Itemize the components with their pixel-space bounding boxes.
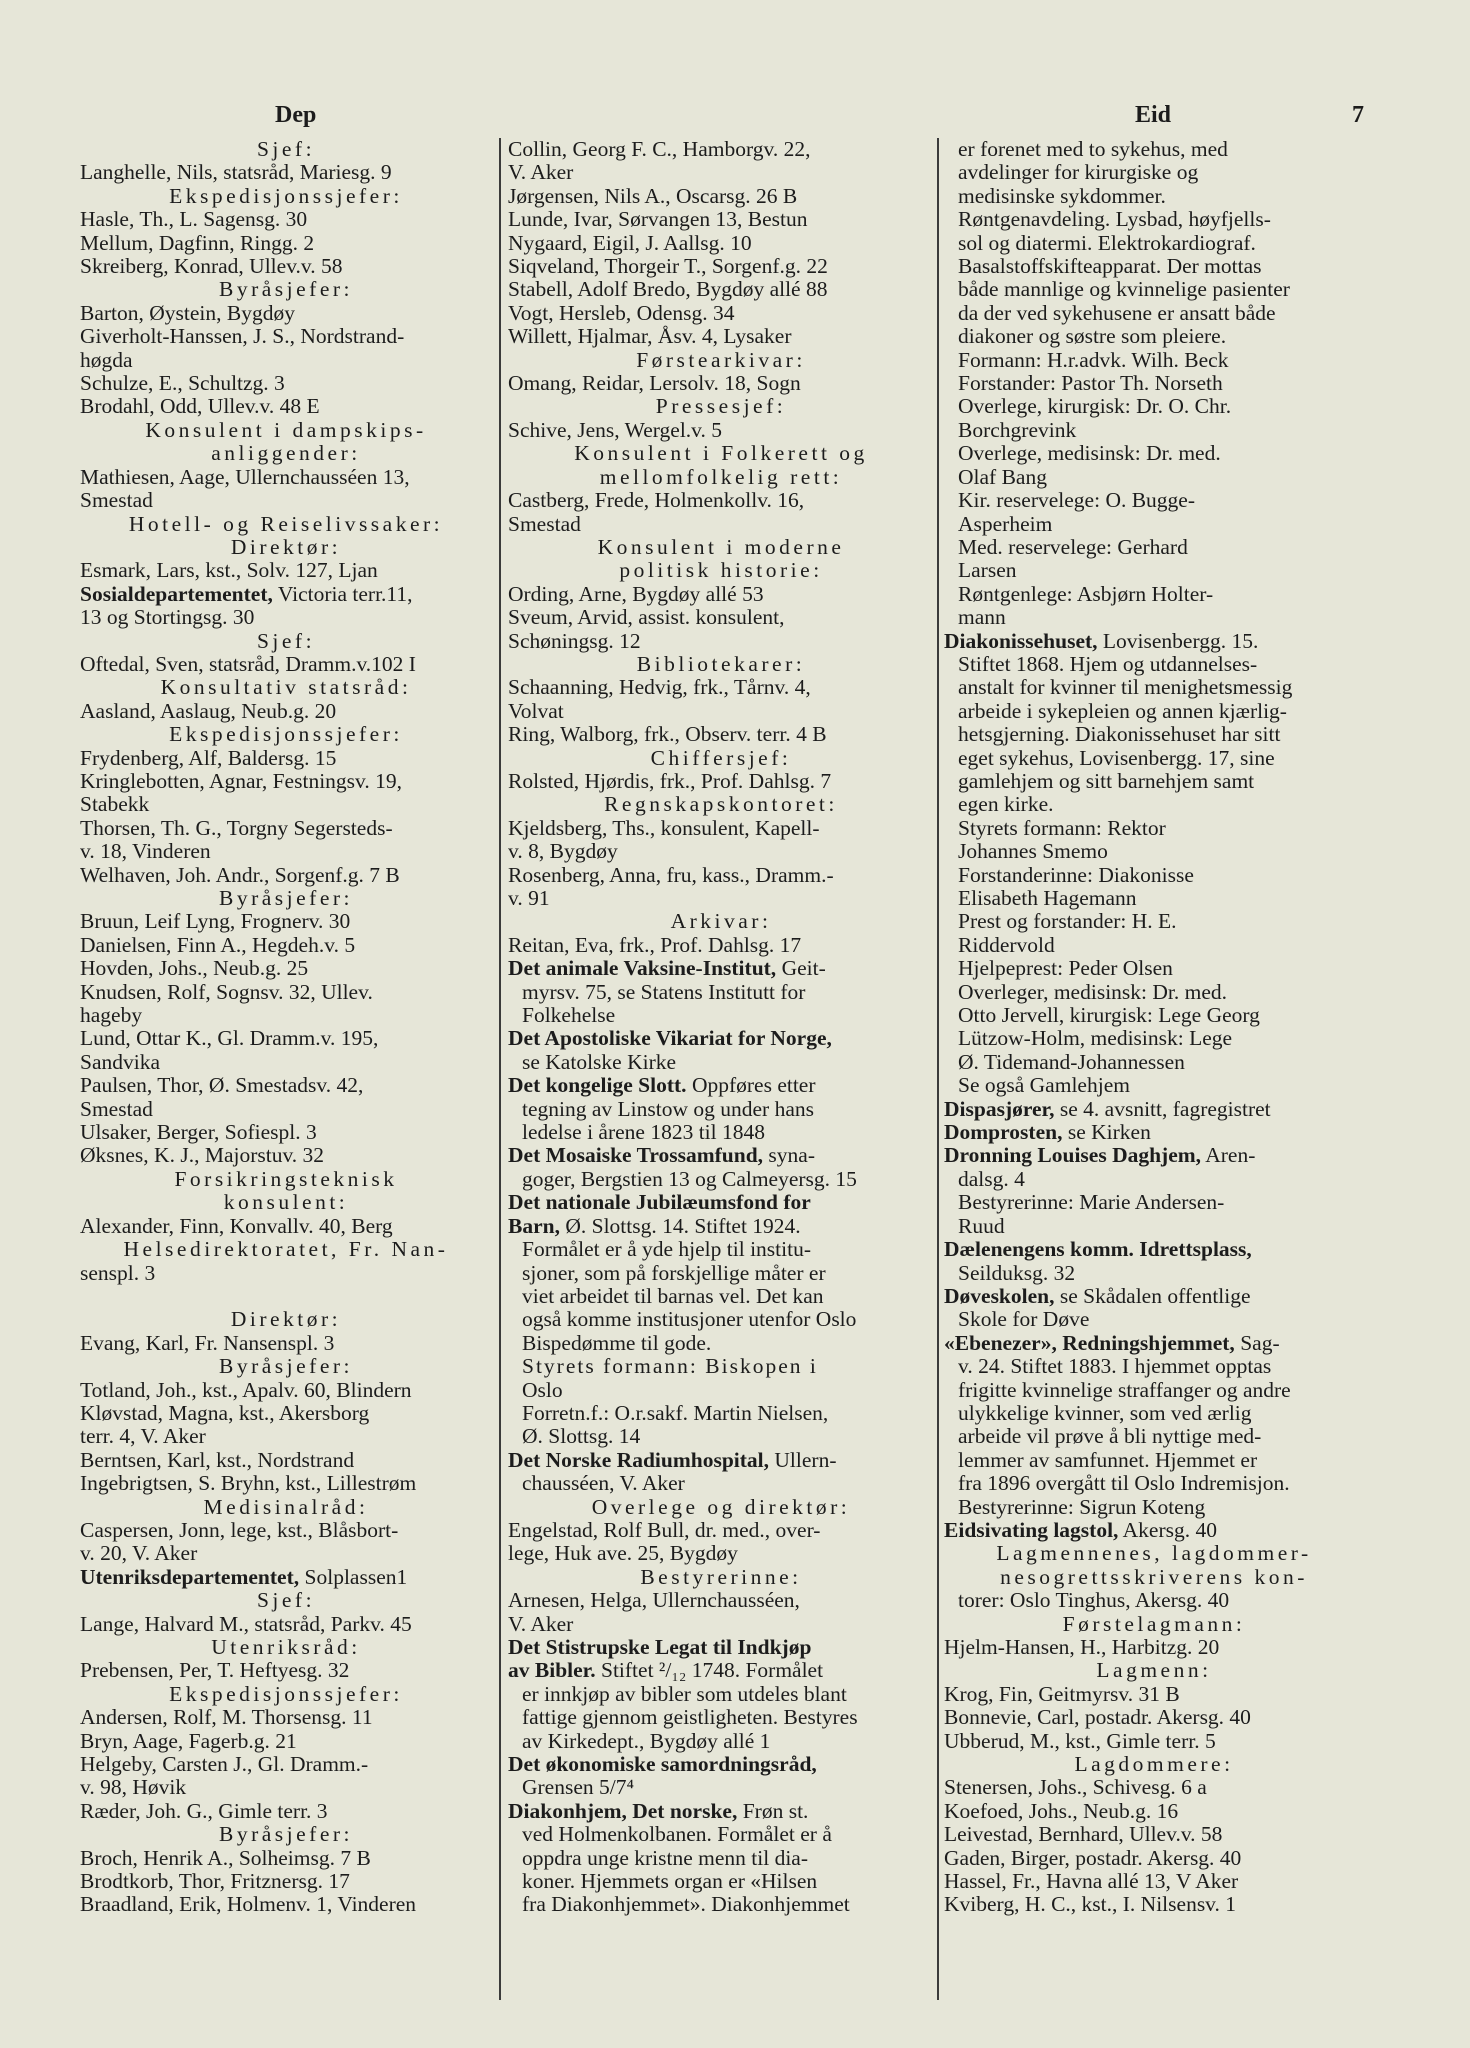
directory-line: Giverholt-Hanssen, J. S., Nordstrand- (80, 324, 405, 349)
directory-line (80, 1566, 492, 1589)
directory-line (944, 1098, 1364, 1121)
directory-line: av Kirkedept., Bygdøy allé 1 (522, 1728, 771, 1753)
section-heading: Sjef: (256, 1588, 316, 1613)
directory-line: Formann: H.r.advk. Wilh. Beck (958, 347, 1229, 372)
text-column-3 (944, 138, 1364, 1917)
directory-line: Castberg, Frede, Holmenkollv. 16, (508, 488, 805, 513)
section-heading: Sjef: (256, 137, 316, 161)
directory-line: Rolsted, Hjørdis, frk., Prof. Dahlsg. 7 (508, 768, 832, 793)
directory-line: Ulsaker, Berger, Sofiespl. 3 (80, 1120, 317, 1145)
directory-line (944, 1121, 1364, 1144)
directory-line: Nygaard, Eigil, J. Aallsg. 10 (508, 230, 752, 255)
directory-line: Schøningsg. 12 (508, 628, 641, 653)
directory-line: V. Aker (508, 1611, 574, 1636)
entry-title: Det animale Vaksine-Institut, (508, 956, 777, 981)
entry-detail: se Skådalen offentlige (1054, 1283, 1251, 1308)
directory-line: Frydenberg, Alf, Baldersg. 15 (80, 745, 337, 770)
directory-line: hageby (80, 1003, 143, 1028)
section-heading: konsulent: (223, 1190, 349, 1215)
directory-line: da der ved sykehusene er ansatt både (958, 300, 1276, 325)
entry-detail: se 4. avsnitt, fagregistret (1054, 1096, 1271, 1121)
section-heading: Medisinalråd: (203, 1494, 369, 1519)
directory-line (944, 1519, 1364, 1542)
section-heading: politisk historie: (619, 558, 823, 583)
entry-detail: syna- (763, 1143, 815, 1168)
entry-title: Dispasjører, (944, 1096, 1055, 1121)
directory-line: Forstander: Pastor Th. Norseth (958, 371, 1223, 396)
section-heading: Forsikringsteknisk (174, 1166, 398, 1191)
directory-line: Grensen 5/7⁴ (522, 1775, 634, 1800)
directory-line: v. 18, Vinderen (80, 839, 211, 864)
directory-line (508, 1449, 934, 1472)
directory-line: Med. reservelege: Gerhard (958, 534, 1188, 559)
directory-line: Hassel, Fr., Havna allé 13, V Aker (944, 1869, 1239, 1894)
directory-line: ved Holmenkolbanen. Formålet er å (522, 1822, 832, 1847)
directory-line: Danielsen, Finn A., Hegdeh.v. 5 (80, 932, 356, 957)
directory-line: Ræder, Joh. G., Gimle terr. 3 (80, 1798, 328, 1823)
directory-line: Esmark, Lars, kst., Solv. 127, Ljan (80, 558, 378, 583)
directory-line: Knudsen, Rolf, Sognsv. 32, Ullev. (80, 979, 373, 1004)
directory-line: sjoner, som på forskjellige måter er (522, 1260, 826, 1285)
entry-detail: Frøn st. (737, 1798, 809, 1823)
directory-line: Schulze, E., Schultzg. 3 (80, 371, 285, 396)
directory-line: Riddervold (958, 932, 1055, 957)
directory-line: også komme institusjoner utenfor Oslo (522, 1307, 857, 1332)
directory-line: Rosenberg, Anna, fru, kass., Dramm.- (508, 862, 834, 887)
directory-line: Alexander, Finn, Konvallv. 40, Berg (80, 1213, 393, 1238)
directory-line: anstalt for kvinner til menighetsmessig (958, 675, 1293, 700)
directory-line: Se også Gamlehjem (958, 1073, 1130, 1098)
entry-detail: Victoria terr.11, (272, 581, 413, 606)
directory-line: Bestyrerinne: Sigrun Koteng (958, 1494, 1206, 1519)
directory-line: Røntgenlege: Asbjørn Holter- (958, 581, 1214, 606)
directory-line (944, 1144, 1364, 1167)
directory-line (944, 630, 1364, 653)
directory-line: Ording, Arne, Bygdøy allé 53 (508, 581, 764, 606)
directory-line: terr. 4, V. Aker (80, 1424, 206, 1449)
directory-line: avdelinger for kirurgiske og (958, 160, 1199, 185)
directory-line: Siqveland, Thorgeir T., Sorgenf.g. 22 (508, 254, 828, 279)
directory-line: Smestad (508, 511, 581, 536)
entry-title: Utenriksdepartementet, (80, 1564, 300, 1589)
directory-line: Jørgensen, Nils A., Oscarsg. 26 B (508, 183, 798, 208)
directory-line: Vogt, Hersleb, Odensg. 34 (508, 300, 735, 325)
entry-detail: Aren- (1201, 1143, 1256, 1168)
directory-line: Røntgenavdeling. Lysbad, høyfjells- (958, 207, 1271, 232)
section-heading: Førstelagmann: (1062, 1611, 1246, 1636)
entry-title: Eidsivating lagstol, (944, 1517, 1119, 1542)
entry-title: Domprosten, (944, 1120, 1063, 1145)
directory-line: Schaanning, Hedvig, frk., Tårnv. 4, (508, 675, 811, 700)
directory-line: Arnesen, Helga, Ullernchausséen, (508, 1588, 800, 1613)
directory-line: Skreiberg, Konrad, Ullev.v. 58 (80, 254, 343, 279)
directory-line (944, 1332, 1364, 1355)
directory-line: Bryn, Aage, Fagerb.g. 21 (80, 1728, 297, 1753)
directory-line: lege, Huk ave. 25, Bygdøy (508, 1541, 738, 1566)
section-heading: Ekspedisjonssjefer: (169, 1681, 403, 1706)
section-heading: Regnskapskontoret: (604, 792, 838, 817)
directory-line: arbeide vil prøve å bli nyttige med- (958, 1424, 1262, 1449)
directory-line: egen kirke. (958, 792, 1054, 817)
directory-line: Folkehelse (522, 1003, 616, 1028)
directory-line: Elisabeth Hagemann (958, 886, 1137, 910)
directory-line: Engelstad, Rolf Bull, dr. med., over- (508, 1517, 821, 1542)
directory-line: Caspersen, Jonn, lege, kst., Blåsbort- (80, 1517, 399, 1542)
entry-detail: Akersg. 40 (1118, 1517, 1217, 1542)
directory-line: Basalstoffskifteapparat. Der mottas (958, 254, 1262, 279)
directory-line: fra Diakonhjemmet». Diakonhjemmet (522, 1892, 850, 1917)
entry-title: Diakonhjem, Det norske, (508, 1798, 738, 1823)
directory-line: Stabekk (80, 792, 150, 817)
directory-line: Kløvstad, Magna, kst., Akersborg (80, 1400, 370, 1425)
entry-detail: se Kirken (1062, 1120, 1151, 1145)
directory-line: v. 8, Bygdøy (508, 839, 618, 864)
directory-line: Brodtkorb, Thor, Fritznersg. 17 (80, 1869, 350, 1894)
directory-line: Paulsen, Thor, Ø. Smestadsv. 42, (80, 1073, 364, 1098)
column-divider-2 (937, 138, 939, 2000)
directory-line: arbeide i sykepleien og annen kjærlig- (958, 698, 1287, 723)
directory-line: Ruud (958, 1213, 1005, 1238)
directory-line: Hjelpeprest: Peder Olsen (958, 956, 1173, 981)
directory-line: Ubberud, M., kst., Gimle terr. 5 (944, 1728, 1216, 1753)
directory-line: Styrets formann: Rektor (958, 815, 1166, 840)
section-heading: mellomfolkelig rett: (599, 464, 843, 489)
section-heading: Lagmenn: (1096, 1658, 1212, 1683)
directory-line: Mellum, Dagfinn, Ringg. 2 (80, 230, 315, 255)
directory-line: medisinske sykdommer. (958, 183, 1166, 208)
directory-line: Volvat (508, 698, 564, 723)
directory-line: Overleger, medisinsk: Dr. med. (958, 979, 1228, 1004)
directory-line: dalsg. 4 (958, 1166, 1025, 1191)
directory-line: Totland, Joh., kst., Apalv. 60, Blindern (80, 1377, 412, 1402)
section-heading: Byråsjefer: (218, 886, 353, 910)
section-heading: Førstearkivar: (636, 347, 806, 372)
directory-line: gamlehjem og sitt barnehjem samt (958, 768, 1255, 793)
directory-line: Lange, Halvard M., statsråd, Parkv. 45 (80, 1611, 412, 1636)
directory-line: Larsen (958, 558, 1017, 583)
directory-line: V. Aker (508, 160, 574, 185)
directory-line: sol og diatermi. Elektrokardiograf. (958, 230, 1256, 255)
directory-line: Sveum, Arvid, assist. konsulent, (508, 605, 785, 630)
section-heading: Chiffersjef: (650, 745, 792, 770)
running-head-right: Eid (1135, 102, 1172, 128)
directory-line: Johannes Smemo (958, 839, 1108, 864)
section-heading: Konsulent i moderne (597, 534, 845, 559)
directory-line: Kjeldsberg, Ths., konsulent, Kapell- (508, 815, 820, 840)
directory-line: Ø. Slottsg. 14 (522, 1424, 641, 1449)
directory-line: Evang, Karl, Fr. Nansenspl. 3 (80, 1330, 335, 1355)
directory-line: fattige gjennom geistligheten. Bestyres (522, 1705, 858, 1730)
section-heading: Direktør: (230, 1307, 342, 1332)
section-heading: Konsulent i dampskips- (145, 417, 427, 442)
directory-line: Seilduksg. 32 (958, 1260, 1076, 1285)
entry-title: Diakonissehuset, (944, 628, 1098, 653)
directory-line: Borchgrevink (958, 417, 1077, 442)
text-column-1 (80, 138, 492, 1917)
directory-line: Lund, Ottar K., Gl. Dramm.v. 195, (80, 1026, 379, 1051)
directory-line: Welhaven, Joh. Andr., Sorgenf.g. 7 B (80, 862, 400, 887)
section-heading: Sjef: (256, 628, 316, 653)
section-heading: Lagdommere: (1074, 1752, 1234, 1777)
directory-line: Det økonomiske samordningsråd, (508, 1752, 817, 1777)
directory-line: goger, Bergstien 13 og Calmeyersg. 15 (522, 1166, 857, 1191)
directory-line: ulykkelige kvinner, som ved ærlig (958, 1400, 1252, 1425)
directory-line: fra 1896 overgått til Oslo Indremisjon. (958, 1471, 1290, 1496)
directory-line: både mannlige og kvinnelige pasienter (958, 277, 1290, 302)
entry-detail: Sag- (1234, 1330, 1280, 1355)
directory-line: viet arbeidet til barnas vel. Det kan (522, 1283, 824, 1308)
directory-line: lemmer av samfunnet. Hjemmet er (958, 1447, 1258, 1472)
entry-detail: Geit- (776, 956, 826, 981)
running-head-left: Dep (275, 102, 317, 128)
directory-line: v. 24. Stiftet 1883. I hjemmet opptas (958, 1354, 1272, 1379)
directory-line: Leivestad, Bernhard, Ullev.v. 58 (944, 1822, 1223, 1847)
directory-line: Oslo (522, 1377, 563, 1402)
directory-line: Andersen, Rolf, M. Thorsensg. 11 (80, 1705, 373, 1730)
directory-line: Oftedal, Sven, statsråd, Dramm.v.102 I (80, 651, 416, 676)
directory-line (508, 1144, 934, 1167)
directory-line: Styrets formann: Biskopen i (522, 1354, 818, 1379)
directory-line: Ø. Tidemand-Johannessen (958, 1049, 1185, 1074)
directory-line (508, 1074, 934, 1097)
section-heading: Konsultativ statsråd: (160, 675, 412, 700)
directory-line: Bispedømme til gode. (522, 1330, 712, 1355)
text-column-2 (508, 138, 934, 1917)
entry-detail: Ø. Slottsg. 14. Stiftet 1924. (559, 1213, 801, 1238)
section-heading: anliggender: (211, 441, 361, 466)
entry-detail: Oppføres etter (686, 1073, 816, 1098)
directory-line: Schive, Jens, Wergel.v. 5 (508, 417, 723, 442)
directory-line: eget sykehus, Lovisenbergg. 17, sine (958, 745, 1275, 770)
directory-line: Broch, Henrik A., Solheimsg. 7 B (80, 1845, 371, 1870)
directory-line: Overlege, medisinsk: Dr. med. (958, 441, 1221, 466)
directory-line: v. 98, Høvik (80, 1775, 187, 1800)
section-heading: Hotell- og Reiselivssaker: (128, 511, 444, 536)
entry-title: «Ebenezer», Redningshjemmet, (944, 1330, 1235, 1355)
directory-line: myrsv. 75, se Statens Institutt for (522, 979, 806, 1004)
directory-line: Berntsen, Karl, kst., Nordstrand (80, 1447, 355, 1472)
directory-line: Krog, Fin, Geitmyrsv. 31 B (944, 1681, 1180, 1706)
directory-line: Braadland, Erik, Holmenv. 1, Vinderen (80, 1892, 417, 1917)
section-heading: Konsulent i Folkerett og (574, 441, 868, 466)
section-heading: Lagmennenes, lagdommer- (996, 1541, 1312, 1566)
directory-line: Helgeby, Carsten J., Gl. Dramm.- (80, 1752, 369, 1777)
directory-line: Gaden, Birger, postadr. Akersg. 40 (944, 1845, 1242, 1870)
directory-line: høgda (80, 347, 133, 372)
directory-line: Asperheim (958, 511, 1053, 536)
directory-line: senspl. 3 (80, 1260, 156, 1285)
directory-line (508, 957, 934, 980)
directory-line: koner. Hjemmets organ er «Hilsen (522, 1869, 818, 1894)
directory-line: 13 og Stortingsg. 30 (80, 605, 255, 630)
directory-line: Smestad (80, 1096, 153, 1121)
entry-title: av Bibler. (508, 1658, 596, 1683)
directory-line: Prebensen, Per, T. Heftyesg. 32 (80, 1658, 350, 1683)
page-number: 7 (1352, 102, 1364, 128)
directory-line: Mathiesen, Aage, Ullernchausséen 13, (80, 464, 410, 489)
directory-line: Lunde, Ivar, Sørvangen 13, Bestun (508, 207, 808, 232)
entry-detail: Ullern- (769, 1447, 837, 1472)
entry-title: Døveskolen, (944, 1283, 1055, 1308)
directory-line: Barton, Øystein, Bygdøy (80, 300, 295, 325)
directory-line: v. 91 (508, 886, 550, 910)
section-heading: Byråsjefer: (218, 277, 353, 302)
directory-line: Forstanderinne: Diakonisse (958, 862, 1194, 887)
directory-line: Prest og forstander: H. E. (958, 909, 1177, 934)
entry-title: Barn, (508, 1213, 560, 1238)
directory-line (508, 1800, 934, 1823)
directory-line: Hasle, Th., L. Sagensg. 30 (80, 207, 308, 232)
section-heading: Arkivar: (670, 909, 772, 934)
section-heading: Bestyrerinne: (640, 1564, 802, 1589)
directory-line: er innkjøp av bibler som utdeles blant (522, 1681, 847, 1706)
directory-line: Hjelm-Hansen, H., Harbitzg. 20 (944, 1635, 1220, 1659)
directory-line: Kringlebotten, Agnar, Festningsv. 19, (80, 768, 403, 793)
directory-line: Øksnes, K. J., Majorstuv. 32 (80, 1143, 325, 1168)
directory-line: oppdra unge kristne menn til dia- (522, 1845, 808, 1870)
directory-line: Bestyrerinne: Marie Andersen- (958, 1190, 1225, 1215)
directory-line: Formålet er å yde hjelp til institu- (522, 1237, 811, 1262)
directory-line: Langhelle, Nils, statsråd, Mariesg. 9 (80, 160, 392, 185)
entry-title: Dronning Louises Daghjem, (944, 1143, 1202, 1168)
directory-line: Ring, Walborg, frk., Observ. terr. 4 B (508, 722, 827, 747)
directory-line: Collin, Georg F. C., Hamborgv. 22, (508, 137, 811, 161)
directory-line: Bonnevie, Carl, postadr. Akersg. 40 (944, 1705, 1251, 1730)
directory-line: Reitan, Eva, frk., Prof. Dahlsg. 17 (508, 932, 802, 957)
section-heading: Byråsjefer: (218, 1822, 353, 1847)
directory-line: v. 20, V. Aker (80, 1541, 198, 1566)
entry-detail: Stiftet ²/₁₂ 1748. Formålet (595, 1658, 824, 1683)
directory-line: chausséen, V. Aker (522, 1471, 685, 1496)
entry-title: Sosialdepartementet, (80, 581, 273, 606)
section-heading: Byråsjefer: (218, 1354, 353, 1379)
directory-line: Willett, Hjalmar, Åsv. 4, Lysaker (508, 324, 792, 349)
directory-line: Aasland, Aaslaug, Neub.g. 20 (80, 698, 337, 723)
directory-line: ledelse i årene 1823 til 1848 (522, 1120, 765, 1145)
directory-line: Ingebrigtsen, S. Bryhn, kst., Lillestrøm (80, 1471, 417, 1496)
directory-line: Kviberg, H. C., kst., I. Nilsensv. 1 (944, 1892, 1237, 1917)
directory-line: diakoner og søstre som pleiere. (958, 324, 1227, 349)
entry-title: Det kongelige Slott. (508, 1073, 687, 1098)
directory-line: Stabell, Adolf Bredo, Bygdøy allé 88 (508, 277, 828, 302)
directory-line: er forenet med to sykehus, med (958, 137, 1228, 161)
directory-line: Sandvika (80, 1049, 161, 1074)
entry-title: Det Mosaiske Trossamfund, (508, 1143, 764, 1168)
directory-line (80, 1285, 492, 1308)
directory-line: Smestad (80, 488, 153, 513)
section-heading: Pressesjef: (655, 394, 787, 419)
directory-line: se Katolske Kirke (522, 1049, 677, 1074)
section-heading: Bibliotekarer: (636, 651, 806, 676)
section-heading: nesogrettsskriverens kon- (1000, 1564, 1308, 1589)
directory-line: Det Stistrupske Legat til Indkjøp (508, 1635, 812, 1659)
directory-line: hetsgjerning. Diakonissehuset har sitt (958, 722, 1281, 747)
section-heading: Ekspedisjonssjefer: (169, 183, 403, 208)
directory-line: Koefoed, Johs., Neub.g. 16 (944, 1798, 1179, 1823)
directory-line: Forretn.f.: O.r.sakf. Martin Nielsen, (522, 1400, 829, 1425)
directory-line: tegning av Linstow og under hans (522, 1096, 814, 1121)
directory-line: Bruun, Leif Lyng, Frognerv. 30 (80, 909, 351, 934)
directory-line: Det Apostoliske Vikariat for Norge, (508, 1026, 832, 1051)
section-heading: Ekspedisjonssjefer: (169, 722, 403, 747)
directory-line: Lützow-Holm, medisinsk: Lege (958, 1026, 1233, 1051)
directory-line: Det nationale Jubilæumsfond for (508, 1190, 811, 1215)
directory-line: Omang, Reidar, Lersolv. 18, Sogn (508, 371, 801, 396)
directory-line: Stiftet 1868. Hjem og utdannelses- (958, 651, 1258, 676)
section-heading: Helsedirektoratet, Fr. Nan- (123, 1237, 449, 1262)
directory-line: Stenersen, Johs., Schivesg. 6 a (944, 1775, 1207, 1800)
directory-line: Brodahl, Odd, Ullev.v. 48 E (80, 394, 320, 419)
directory-line: torer: Oslo Tinghus, Akersg. 40 (958, 1588, 1230, 1613)
directory-line: Hovden, Johs., Neub.g. 25 (80, 956, 309, 981)
entry-detail: Lovisenbergg. 15. (1097, 628, 1259, 653)
directory-line: Kir. reservelege: O. Bugge- (958, 488, 1196, 513)
directory-line: frigitte kvinnelige straffanger og andre (958, 1377, 1291, 1402)
entry-detail: Solplassen1 (299, 1564, 408, 1589)
directory-line: Overlege, kirurgisk: Dr. O. Chr. (958, 394, 1232, 419)
directory-line (508, 1659, 934, 1682)
directory-line: Dælenengens komm. Idrettsplass, (944, 1237, 1252, 1262)
column-divider-1 (499, 138, 501, 2000)
directory-line (508, 1215, 934, 1238)
directory-line: Otto Jervell, kirurgisk: Lege Georg (958, 1003, 1260, 1028)
directory-line (80, 583, 492, 606)
section-heading: Overlege og direktør: (591, 1494, 851, 1519)
directory-line (944, 1285, 1364, 1308)
directory-line: Skole for Døve (958, 1307, 1090, 1332)
directory-line: Olaf Bang (958, 464, 1047, 489)
directory-line: Thorsen, Th. G., Torgny Segersteds- (80, 815, 393, 840)
directory-line: mann (958, 605, 1006, 630)
section-heading: Utenriksråd: (211, 1635, 361, 1659)
section-heading: Direktør: (230, 534, 342, 559)
entry-title: Det Norske Radiumhospital, (508, 1447, 770, 1472)
